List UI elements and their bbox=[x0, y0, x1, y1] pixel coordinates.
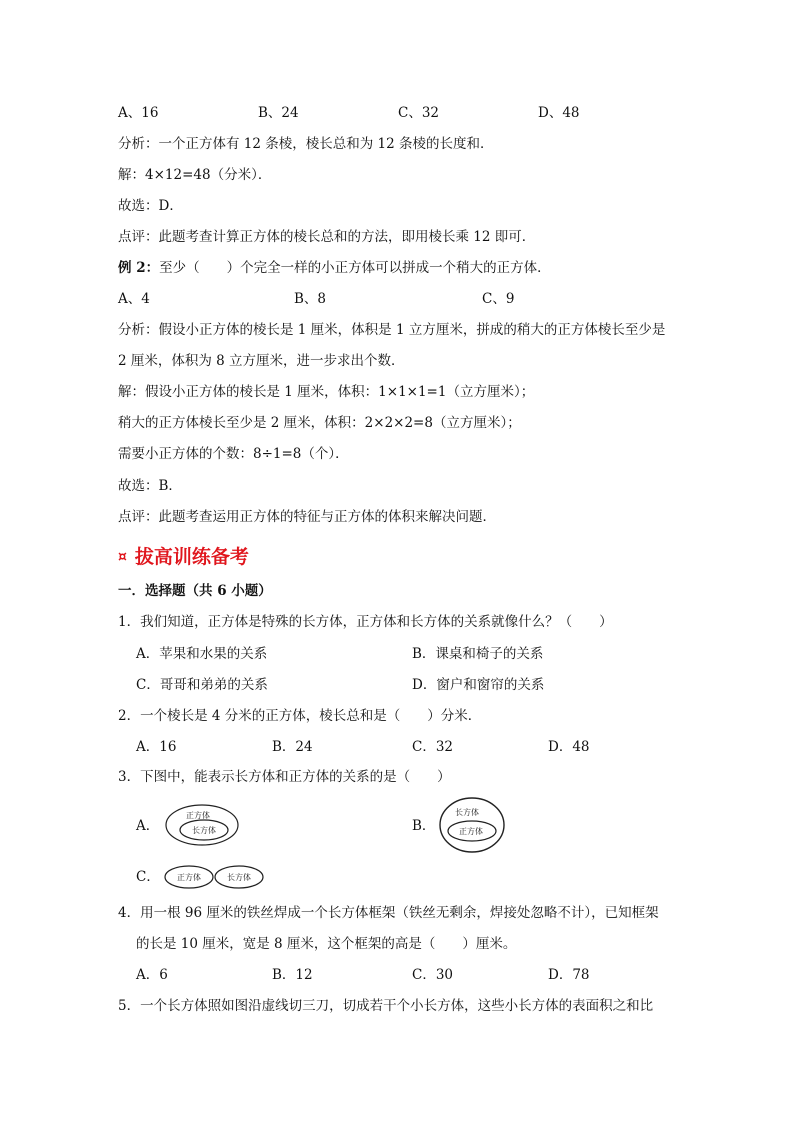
ex1-option-d: D、48 bbox=[538, 105, 580, 121]
q3-c-right-label: 长方体 bbox=[227, 873, 251, 882]
ex2-analysis-1: 分析：假设小正方体的棱长是 1 厘米，体积是 1 立方厘米，拼成的稍大的正方体棱长至少是 bbox=[118, 322, 666, 338]
q3-figure-a bbox=[164, 803, 240, 847]
ex2-question-line bbox=[118, 259, 551, 277]
ex1-solution: 解：4×12=48（分米）． bbox=[118, 167, 272, 183]
q1-option-b: B．课桌和椅子的关系 bbox=[412, 646, 544, 662]
q3-figure-c bbox=[164, 864, 264, 890]
ex2-option-b: B、8 bbox=[294, 291, 327, 307]
q4-stem-1: 4．用一根 96 厘米的铁丝焊成一个长方体框架（铁丝无剩余，焊接处忽略不计），已知框架 bbox=[118, 905, 659, 921]
part-heading: 一．选择题（共 6 小题） bbox=[118, 583, 272, 599]
ex2-solution-3: 需要小正方体的个数：8÷1=8（个）． bbox=[118, 446, 349, 462]
ex2-question: 至少（ ）个完全一样的小正方体可以拼成一个稍大的正方体． bbox=[159, 260, 551, 276]
q3-c-left-label: 正方体 bbox=[177, 873, 201, 882]
ex1-option-c: C、32 bbox=[398, 105, 440, 121]
section-title bbox=[118, 544, 249, 570]
q1-option-d: D．窗户和窗帘的关系 bbox=[412, 677, 545, 693]
q4-stem-2: 的长是 10 厘米，宽是 8 厘米，这个框架的高是（ ）厘米。 bbox=[136, 936, 517, 952]
q3-stem: 3．下图中，能表示长方体和正方体的关系的是（ ） bbox=[118, 769, 451, 785]
ex1-option-b: B、24 bbox=[258, 105, 299, 121]
q3-option-b-label: B． bbox=[412, 818, 436, 834]
ex1-option-a: A、16 bbox=[118, 105, 159, 121]
q4-option-c: C．30 bbox=[412, 967, 454, 983]
ex2-label: 例 2： bbox=[118, 260, 160, 276]
q3-figure-b bbox=[438, 796, 506, 854]
section-mark-icon: ¤ bbox=[118, 549, 127, 565]
q3-a-inner-label: 长方体 bbox=[192, 826, 216, 835]
q3-b-outer-label: 长方体 bbox=[455, 808, 479, 817]
q4-option-a: A．6 bbox=[136, 967, 168, 983]
q5-stem-1: 5．一个长方体照如图沿虚线切三刀，切成若干个小长方体，这些小长方体的表面积之和比 bbox=[118, 998, 654, 1014]
section-title-text: 拔高训练备考 bbox=[134, 546, 249, 568]
ex2-solution-2: 稍大的正方体棱长至少是 2 厘米，体积：2×2×2=8（立方厘米）； bbox=[118, 415, 521, 431]
q3-option-c-label: C． bbox=[136, 869, 160, 885]
ex2-answer: 故选：B． bbox=[118, 478, 182, 494]
q3-option-a-label: A． bbox=[136, 818, 160, 834]
q2-option-d: D．48 bbox=[548, 739, 590, 755]
q2-option-a: A．16 bbox=[136, 739, 177, 755]
ex2-solution-1: 解：假设小正方体的棱长是 1 厘米，体积：1×1×1=1（立方厘米）； bbox=[118, 384, 535, 400]
ex2-option-c: C、9 bbox=[482, 291, 515, 307]
q2-option-b: B．24 bbox=[272, 739, 313, 755]
q2-stem: 2．一个棱长是 4 分米的正方体，棱长总和是（ ）分米． bbox=[118, 708, 482, 724]
q1-option-a: A．苹果和水果的关系 bbox=[136, 646, 268, 662]
q2-option-c: C．32 bbox=[412, 739, 454, 755]
q3-b-outer-ellipse bbox=[440, 798, 504, 852]
ex1-answer: 故选：D． bbox=[118, 198, 183, 214]
ex2-comment: 点评：此题考查运用正方体的特征与正方体的体积来解决问题． bbox=[118, 509, 496, 525]
q1-stem: 1．我们知道，正方体是特殊的长方体，正方体和长方体的关系就像什么？（ ） bbox=[118, 614, 613, 630]
ex2-option-a: A、4 bbox=[118, 291, 150, 307]
ex2-analysis-2: 2 厘米，体积为 8 立方厘米，进一步求出个数． bbox=[118, 353, 405, 369]
ex1-comment: 点评：此题考查计算正方体的棱长总和的方法，即用棱长乘 12 即可． bbox=[118, 229, 536, 245]
q3-a-outer-label: 正方体 bbox=[186, 811, 210, 820]
q4-option-d: D．78 bbox=[548, 967, 590, 983]
ex1-analysis: 分析：一个正方体有 12 条棱，棱长总和为 12 条棱的长度和． bbox=[118, 136, 494, 152]
q3-b-inner-label: 正方体 bbox=[459, 827, 483, 836]
q1-option-c: C．哥哥和弟弟的关系 bbox=[136, 677, 268, 693]
q4-option-b: B．12 bbox=[272, 967, 313, 983]
